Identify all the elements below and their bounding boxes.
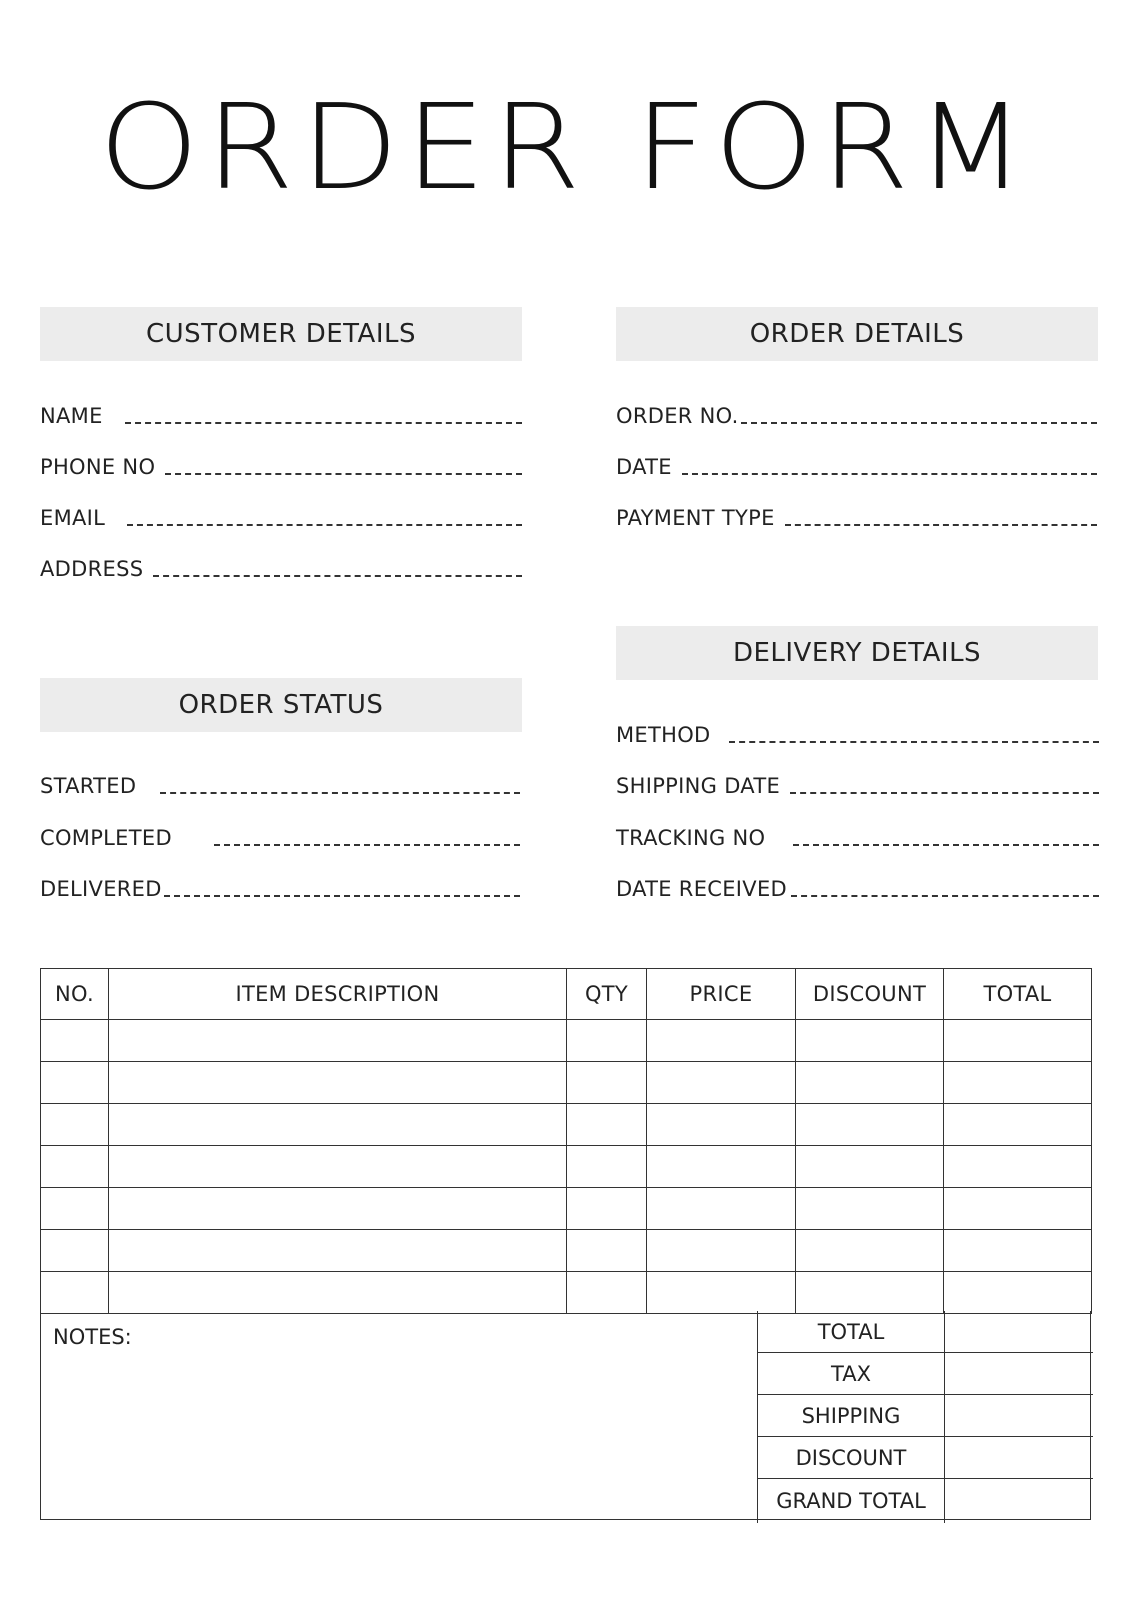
method-field[interactable] bbox=[616, 717, 1099, 747]
date-line bbox=[682, 473, 1097, 475]
order-details-header: ORDER DETAILS bbox=[616, 307, 1098, 361]
table-cell[interactable] bbox=[109, 1104, 567, 1146]
table-cell[interactable] bbox=[944, 1104, 1092, 1146]
table-cell[interactable] bbox=[41, 1062, 109, 1104]
table-cell[interactable] bbox=[567, 1146, 647, 1188]
table-cell[interactable] bbox=[647, 1062, 796, 1104]
order-status-header: ORDER STATUS bbox=[40, 678, 522, 732]
table-cell[interactable] bbox=[796, 1104, 944, 1146]
name-field[interactable] bbox=[40, 398, 522, 428]
table-cell[interactable] bbox=[796, 1188, 944, 1230]
table-cell[interactable] bbox=[647, 1104, 796, 1146]
table-cell[interactable] bbox=[647, 1272, 796, 1314]
table-cell[interactable] bbox=[944, 1188, 1092, 1230]
address-field[interactable] bbox=[40, 551, 522, 581]
totals-value-cell[interactable] bbox=[945, 1479, 1093, 1524]
col-discount: DISCOUNT bbox=[796, 969, 944, 1020]
delivered-label: DELIVERED bbox=[40, 877, 162, 901]
order-no-label: ORDER NO. bbox=[616, 404, 739, 428]
col-no: NO. bbox=[41, 969, 109, 1020]
page-title: ORDER FORM bbox=[98, 78, 1033, 216]
date-received-field[interactable] bbox=[616, 871, 1099, 901]
totals-row bbox=[758, 1395, 1093, 1437]
completed-label: COMPLETED bbox=[40, 826, 172, 850]
table-cell[interactable] bbox=[796, 1020, 944, 1062]
email-line bbox=[127, 524, 522, 526]
order-no-line bbox=[741, 422, 1097, 424]
totals-value-cell[interactable] bbox=[945, 1311, 1093, 1353]
totals-value-cell[interactable] bbox=[945, 1395, 1093, 1437]
tracking-no-line bbox=[793, 844, 1099, 846]
delivered-line bbox=[164, 895, 520, 897]
tracking-no-label: TRACKING NO bbox=[616, 826, 766, 850]
totals-label: GRAND TOTAL bbox=[758, 1479, 945, 1524]
table-row bbox=[41, 1104, 1092, 1146]
col-total: TOTAL bbox=[944, 969, 1092, 1020]
table-cell[interactable] bbox=[567, 1272, 647, 1314]
table-cell[interactable] bbox=[567, 1188, 647, 1230]
email-label: EMAIL bbox=[40, 506, 106, 530]
totals-row bbox=[758, 1311, 1093, 1353]
table-cell[interactable] bbox=[41, 1188, 109, 1230]
table-cell[interactable] bbox=[796, 1146, 944, 1188]
notes-label: NOTES: bbox=[53, 1325, 132, 1349]
order-no-field[interactable] bbox=[616, 398, 1097, 428]
totals-label: SHIPPING bbox=[758, 1395, 945, 1437]
started-line bbox=[160, 792, 520, 794]
table-cell[interactable] bbox=[796, 1062, 944, 1104]
table-cell[interactable] bbox=[944, 1230, 1092, 1272]
table-cell[interactable] bbox=[41, 1230, 109, 1272]
started-field[interactable] bbox=[40, 768, 520, 798]
table-cell[interactable] bbox=[41, 1146, 109, 1188]
totals-row bbox=[758, 1479, 1093, 1524]
name-label: NAME bbox=[40, 404, 103, 428]
address-label: ADDRESS bbox=[40, 557, 144, 581]
completed-line bbox=[214, 844, 520, 846]
totals-value-cell[interactable] bbox=[945, 1353, 1093, 1395]
shipping-date-line bbox=[790, 792, 1099, 794]
payment-type-field[interactable] bbox=[616, 500, 1097, 530]
table-row bbox=[41, 1188, 1092, 1230]
table-cell[interactable] bbox=[944, 1020, 1092, 1062]
payment-type-label: PAYMENT TYPE bbox=[616, 506, 775, 530]
shipping-date-field[interactable] bbox=[616, 768, 1099, 798]
table-row bbox=[41, 1272, 1092, 1314]
table-cell[interactable] bbox=[796, 1230, 944, 1272]
totals-table bbox=[757, 1311, 1093, 1523]
payment-type-line bbox=[785, 524, 1097, 526]
phone-label: PHONE NO bbox=[40, 455, 156, 479]
table-cell[interactable] bbox=[944, 1062, 1092, 1104]
table-row bbox=[41, 1230, 1092, 1272]
customer-details-header: CUSTOMER DETAILS bbox=[40, 307, 522, 361]
table-cell[interactable] bbox=[567, 1020, 647, 1062]
totals-row bbox=[758, 1353, 1093, 1395]
table-cell[interactable] bbox=[647, 1230, 796, 1272]
totals-label: DISCOUNT bbox=[758, 1437, 945, 1479]
tracking-no-field[interactable] bbox=[616, 820, 1099, 850]
table-cell[interactable] bbox=[109, 1188, 567, 1230]
table-cell[interactable] bbox=[109, 1230, 567, 1272]
date-field[interactable] bbox=[616, 449, 1097, 479]
table-cell[interactable] bbox=[647, 1188, 796, 1230]
table-cell[interactable] bbox=[567, 1230, 647, 1272]
table-cell[interactable] bbox=[41, 1020, 109, 1062]
table-cell[interactable] bbox=[944, 1272, 1092, 1314]
date-received-label: DATE RECEIVED bbox=[616, 877, 787, 901]
table-cell[interactable] bbox=[41, 1104, 109, 1146]
totals-row bbox=[758, 1437, 1093, 1479]
table-cell[interactable] bbox=[109, 1272, 567, 1314]
table-cell[interactable] bbox=[41, 1272, 109, 1314]
col-item-description: ITEM DESCRIPTION bbox=[109, 969, 567, 1020]
address-line bbox=[153, 575, 522, 577]
table-row bbox=[41, 1062, 1092, 1104]
totals-label: TAX bbox=[758, 1353, 945, 1395]
table-cell[interactable] bbox=[567, 1104, 647, 1146]
name-line bbox=[125, 422, 522, 424]
items-body bbox=[41, 1020, 1092, 1314]
notes-totals-section bbox=[40, 1311, 1091, 1520]
table-cell[interactable] bbox=[109, 1062, 567, 1104]
totals-value-cell[interactable] bbox=[945, 1437, 1093, 1479]
table-cell[interactable] bbox=[647, 1146, 796, 1188]
table-row bbox=[41, 1146, 1092, 1188]
col-price: PRICE bbox=[647, 969, 796, 1020]
method-label: METHOD bbox=[616, 723, 711, 747]
delivery-details-header: DELIVERY DETAILS bbox=[616, 626, 1098, 680]
table-cell[interactable] bbox=[944, 1146, 1092, 1188]
date-label: DATE bbox=[616, 455, 672, 479]
table-cell[interactable] bbox=[647, 1020, 796, 1062]
table-cell[interactable] bbox=[109, 1020, 567, 1062]
date-received-line bbox=[791, 895, 1099, 897]
phone-field[interactable] bbox=[40, 449, 522, 479]
table-row bbox=[41, 1020, 1092, 1062]
method-line bbox=[729, 741, 1099, 743]
delivered-field[interactable] bbox=[40, 871, 520, 901]
started-label: STARTED bbox=[40, 774, 137, 798]
email-field[interactable] bbox=[40, 500, 522, 530]
totals-label: TOTAL bbox=[758, 1311, 945, 1353]
phone-line bbox=[165, 473, 522, 475]
table-cell[interactable] bbox=[567, 1062, 647, 1104]
col-qty: QTY bbox=[567, 969, 647, 1020]
table-cell[interactable] bbox=[796, 1272, 944, 1314]
items-header-row bbox=[41, 969, 1092, 1020]
shipping-date-label: SHIPPING DATE bbox=[616, 774, 781, 798]
items-table bbox=[40, 968, 1092, 1314]
table-cell[interactable] bbox=[109, 1146, 567, 1188]
completed-field[interactable] bbox=[40, 820, 520, 850]
